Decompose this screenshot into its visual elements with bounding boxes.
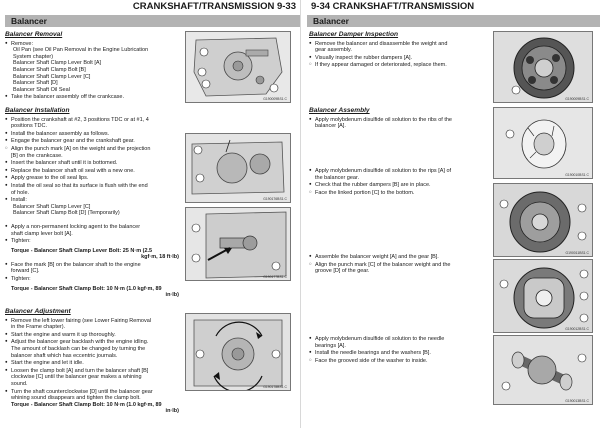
figure-code: G190012BS1 C xyxy=(565,327,589,331)
text-line: ● Remove the left lower fairing (see Lower Fairing Removal xyxy=(5,317,183,325)
figure-code: G190011BS1 C xyxy=(565,251,589,255)
text-line: Balancer Shaft Clamp Lever [C] xyxy=(13,203,91,210)
engine-balancer-illustration xyxy=(186,32,290,102)
left-page xyxy=(5,0,300,428)
figure-code: G190009BS1 C xyxy=(565,97,589,101)
needle-bearings-illustration xyxy=(494,336,592,404)
assembly-figure-3 xyxy=(493,259,593,333)
text-line: positions TDC. xyxy=(11,123,47,130)
assembly-step-4 xyxy=(309,335,489,364)
text-line: ● Turn the shaft counterclockwise [D] until the balancer gear xyxy=(5,388,183,396)
text-line: ○ If they appear damaged or deteriorated, replace them. xyxy=(309,61,489,69)
balancer-adjustment-heading: Balancer Adjustment xyxy=(5,308,71,315)
damper-figure xyxy=(493,31,593,103)
clamp-lever-illustration xyxy=(186,208,290,280)
torque-spec: Torque - Balancer Shaft Clamp Bolt: 10 N·m (1.0 kgf·m, 89 xyxy=(11,285,162,292)
text-line: ○ Align the punch mark [A] on the weight and the projection xyxy=(5,145,183,153)
text-line: Balancer Shaft Clamp Lever [C] xyxy=(13,73,91,80)
text-line: ● Assemble the balancer weight [A] and the gear [B]. xyxy=(309,253,489,261)
text-line: ● Replace the balancer shaft oil seal with a new one. xyxy=(5,167,183,175)
text-line: sound. xyxy=(11,380,28,387)
balancer-gear-dampers-illustration xyxy=(494,184,592,256)
adjustment-figure xyxy=(185,313,291,391)
weight-gear-alignment-illustration xyxy=(494,260,592,332)
balancer-installation-heading: Balancer Installation xyxy=(5,107,70,114)
right-section-bar: Balancer xyxy=(307,15,600,27)
text-line: ● Loosen the clamp bolt [A] and turn the balancer shaft [B] xyxy=(5,367,183,375)
text-line: forward [C]. xyxy=(11,268,40,275)
left-section-bar: Balancer xyxy=(5,15,300,27)
balancer-removal-heading: Balancer Removal xyxy=(5,31,63,38)
text-line: bearings [A]. xyxy=(315,342,346,349)
assembly-step-3 xyxy=(309,253,489,275)
text-line: groove [D] of the gear. xyxy=(315,268,370,275)
text-line: shaft clamp lever bolt [A]. xyxy=(11,230,73,237)
balancer-adjustment-section xyxy=(5,308,183,415)
text-line: ● Adjust the balancer gear backlash with the engine idling. xyxy=(5,338,183,346)
text-line: ○ Face the linked portion [C] to the bottom. xyxy=(309,189,489,197)
rubber-damper-gear-illustration xyxy=(494,32,592,102)
text-line: ○ Align the punch mark [C] of the balancer weight and the xyxy=(309,261,489,269)
damper-inspection-heading: Balancer Damper Inspection xyxy=(309,31,399,38)
text-line: ● Apply grease to the oil seal lips. xyxy=(5,174,183,182)
text-line: Balancer Shaft Clamp Bolt [B] xyxy=(13,66,86,73)
torque-spec: Torque - Balancer Shaft Clamp Lever Bolt: 25 N·m (2.5 xyxy=(11,247,153,254)
text-line: ● Apply molybdenum disulfide oil solution to the ribs of the xyxy=(309,116,489,124)
text-line: balancer [A]. xyxy=(315,123,346,130)
figure-code: G190176BS1 C xyxy=(263,197,287,201)
figure-code: G190178BS1 C xyxy=(263,385,287,389)
text-line: ● Tighten: xyxy=(5,237,183,245)
text-line: ● Tighten: xyxy=(5,275,183,283)
figure-code: G190010BS1 C xyxy=(565,173,589,177)
text-line: Balancer Shaft Oil Seal xyxy=(13,86,70,93)
text-line: ● Visually inspect the rubber dampers [A]. xyxy=(309,54,489,62)
torque-spec: in·lb) xyxy=(165,292,179,299)
figure-code: G190013BS1 C xyxy=(565,399,589,403)
figure-code: G190177BS1 C xyxy=(263,275,287,279)
installation-figure-1 xyxy=(185,133,291,203)
page-gutter xyxy=(300,0,301,428)
text-line: clockwise [C] until the balancer gear makes a whining xyxy=(11,374,142,381)
text-line: Oil Pan (see Oil Pan Removal in the Engine Lubrication xyxy=(13,47,149,54)
installation-figure-2 xyxy=(185,207,291,281)
balancer-installation-section xyxy=(5,107,183,299)
text-line: the balancer gear. xyxy=(315,174,360,181)
text-line: balancer shaft which has eccentric journals. xyxy=(11,352,118,359)
text-line: ● Face the mark [B] on the balancer shaft to the engine xyxy=(5,261,183,269)
text-line: Balancer Shaft [D] xyxy=(13,80,58,87)
torque-spec: in·lb) xyxy=(165,408,179,415)
text-line: ● Position the crankshaft at #2, 3 positions TDC or at #1, 4 xyxy=(5,116,183,124)
damper-inspection-section xyxy=(309,31,489,69)
balancer-ribs-illustration xyxy=(494,108,592,178)
torque-spec: Torque - Balancer Shaft Clamp Bolt: 10 N·m (1.0 kgf·m, 89 xyxy=(11,401,162,408)
text-line: in the Frame chapter). xyxy=(11,324,66,331)
text-line: ● Install the oil seal so that its surface is flush with the end xyxy=(5,182,183,190)
right-page xyxy=(307,0,600,428)
text-line: of hole. xyxy=(11,189,30,196)
torque-spec: kgf·m, 18 ft·lb) xyxy=(141,254,179,261)
crankcase-punch-mark-illustration xyxy=(186,134,290,202)
text-line: ● Take the balancer assembly off the crankcase. xyxy=(5,93,183,101)
balancer-shaft-adjust-illustration xyxy=(186,314,290,390)
text-line: ● Apply molybdenum disulfide oil solution to the rips [A] of xyxy=(309,167,489,175)
text-line: ● Install the needle bearings and the washers [B]. xyxy=(309,349,489,357)
text-line: [B] on the crankcase. xyxy=(11,152,63,159)
text-line: ● Apply molybdenum disulfide oil solution to the needle xyxy=(309,335,489,343)
text-line: gear assembly. xyxy=(315,47,352,54)
text-line: ○ Face the grooved side of the washer to inside. xyxy=(309,357,489,365)
text-line: The amount of backlash can be changed by turning the xyxy=(11,345,146,352)
text-line: ● Install the balancer assembly as follows. xyxy=(5,130,183,138)
assembly-step-2 xyxy=(309,167,489,196)
text-line: ● Engage the balancer gear and the crankshaft gear. xyxy=(5,137,183,145)
assembly-figure-1 xyxy=(493,107,593,179)
assembly-figure-2 xyxy=(493,183,593,257)
removal-figure xyxy=(185,31,291,103)
text-line: ● Start the engine and warm it up thoroughly. xyxy=(5,331,183,339)
text-line: ● Start the engine and let it idle. xyxy=(5,359,183,367)
balancer-removal-section xyxy=(5,31,183,101)
text-line: Balancer Shaft Clamp Lever Bolt [A] xyxy=(13,60,102,67)
text-line: ● Insert the balancer shaft until it is bottomed. xyxy=(5,159,183,167)
assembly-figure-4 xyxy=(493,335,593,405)
text-line: System chapter) xyxy=(13,53,54,60)
figure-code: G190009BS1 C xyxy=(263,97,287,101)
text-line: ● Apply a non-permanent locking agent to the balancer xyxy=(5,223,183,231)
text-line: ● Install: xyxy=(5,196,183,204)
text-line: ● Remove the balancer and disassemble the weight and xyxy=(309,40,489,48)
balancer-assembly-heading: Balancer Assembly xyxy=(309,107,370,114)
balancer-assembly-section xyxy=(309,107,489,130)
text-line: ● Check that the rubber dampers [B] are in place. xyxy=(309,181,489,189)
text-line: whining sound disappears and tighten the clamp bolt. xyxy=(11,395,141,402)
right-chapter-header: 9-34 CRANKSHAFT/TRANSMISSION xyxy=(311,1,475,12)
text-line: ● Remove: xyxy=(5,40,183,48)
text-line: Balancer Shaft Clamp Bolt [D] (Temporarily) xyxy=(13,210,120,217)
left-chapter-header: CRANKSHAFT/TRANSMISSION 9-33 xyxy=(132,1,296,12)
